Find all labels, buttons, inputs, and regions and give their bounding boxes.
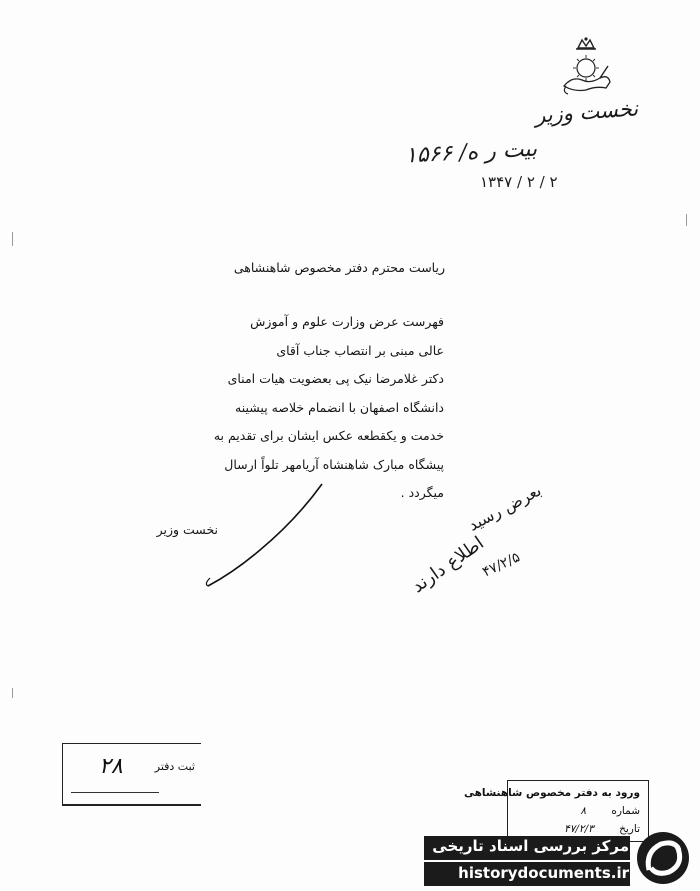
addressee-line: ریاست محترم دفتر مخصوص شاهنشاهی xyxy=(233,260,445,275)
body-line: دکتر غلامرضا نیک پی بعضویت هیات امنای xyxy=(227,371,444,386)
handwritten-note-line: اطلاع دارند xyxy=(408,532,488,598)
archive-logo-icon xyxy=(635,830,691,886)
signature-label: نخست وزیر xyxy=(156,522,218,537)
archive-watermark xyxy=(410,826,695,888)
stamp-date-value: ۴۷/۲/۳ xyxy=(564,823,594,835)
handwritten-note-date: ۴۷/۲/۵ xyxy=(480,549,523,581)
stamp-number-row xyxy=(580,805,640,817)
reference-number: ۱۵۶۶ /بیت ر ه xyxy=(404,136,538,169)
watermark-url: historydocuments.ir xyxy=(458,864,629,882)
scan-edge-mark xyxy=(12,232,13,246)
registration-number: ۲۸ xyxy=(99,754,123,779)
body-line: عالی مبنی بر انتصاب جناب آقای xyxy=(276,342,444,358)
registration-underline xyxy=(71,792,159,793)
watermark-title: مرکز بررسی اسناد تاریخی xyxy=(432,837,629,855)
registration-box xyxy=(62,743,201,806)
body-line: خدمت و یکقطعه عکس ایشان برای تقدیم به xyxy=(213,428,444,443)
stamp-number-label: شماره xyxy=(611,805,640,817)
body-line: میگردد . xyxy=(400,485,444,500)
letter-body xyxy=(184,308,444,508)
body-line: پیشگاه مبارک شاهنشاه آریامهر تلواً ارسال xyxy=(224,456,444,472)
letterhead-title: نخست وزیر xyxy=(534,96,639,128)
scan-edge-mark xyxy=(12,688,13,698)
stamp-title: ورود به دفتر مخصوص شاهنشاهی xyxy=(464,787,640,799)
stamp-date-label: تاریخ xyxy=(619,823,640,835)
scan-edge-mark xyxy=(686,214,687,226)
royal-emblem-icon xyxy=(556,36,616,96)
handwritten-note-line: بعرض رسید xyxy=(465,480,545,535)
stamp-number-value: ۸ xyxy=(580,805,587,817)
reference-date: ۱۳۴۷ / ۲ / ۲ xyxy=(480,173,558,191)
body-line: فهرست عرض وزارت علوم و آموزش xyxy=(250,314,444,329)
body-line: دانشگاه اصفهان با انضمام خلاصه پیشینه xyxy=(235,399,444,415)
registration-label: ثبت دفتر xyxy=(154,760,195,773)
signature-stroke xyxy=(200,480,330,590)
